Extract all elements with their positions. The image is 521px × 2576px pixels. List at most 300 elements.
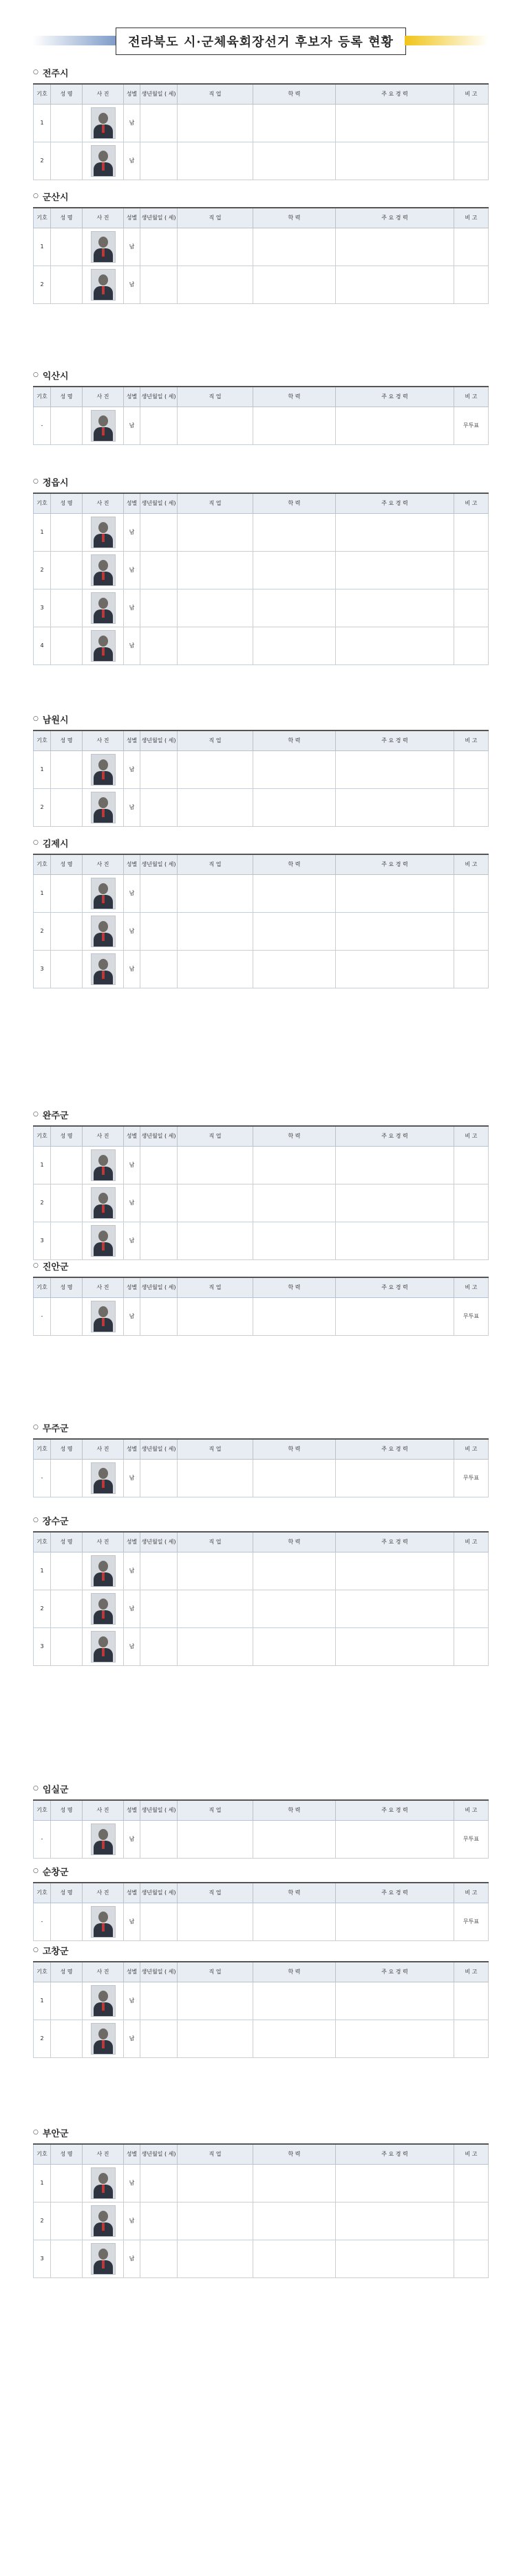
header-edu: 학 력 <box>253 1962 336 1982</box>
cell-no: - <box>34 1821 51 1859</box>
header-sex: 성별 <box>124 730 140 751</box>
cell-no: 2 <box>34 789 51 827</box>
person-photo-icon <box>91 754 116 786</box>
cell-edu <box>253 1982 336 2020</box>
header-birth: 생년월일 ( 세) <box>140 1277 178 1298</box>
region-name: 고창군 <box>42 1946 69 1957</box>
candidate-table <box>33 83 489 180</box>
cell-career <box>336 1903 454 1941</box>
candidate-photo <box>83 751 124 789</box>
cell-no: 3 <box>34 589 51 627</box>
candidate-table <box>33 730 489 827</box>
cell-name <box>51 1147 83 1184</box>
region-section <box>33 65 488 180</box>
region-section <box>33 836 488 988</box>
region-name: 장수군 <box>42 1516 69 1527</box>
header-name: 성 명 <box>51 387 83 407</box>
person-photo-icon <box>91 107 116 139</box>
cell-job <box>178 407 253 445</box>
cell-sex: 남 <box>124 1982 140 2020</box>
candidate-photo <box>83 552 124 589</box>
cell-no: 1 <box>34 228 51 266</box>
cell-birth <box>140 1590 178 1628</box>
candidate-photo <box>83 1460 124 1497</box>
circle-bullet-icon: ○ <box>33 193 39 199</box>
cell-note <box>454 552 489 589</box>
cell-no: 2 <box>34 1184 51 1222</box>
header-note: 비 고 <box>454 493 489 514</box>
cell-name <box>51 2240 83 2278</box>
header-career: 주 요 경 력 <box>336 1883 454 1903</box>
header-sex: 성별 <box>124 493 140 514</box>
cell-birth <box>140 552 178 589</box>
header-note: 비 고 <box>454 854 489 875</box>
cell-edu <box>253 1222 336 1260</box>
header-photo: 사 진 <box>83 387 124 407</box>
cell-career <box>336 913 454 951</box>
cell-note <box>454 142 489 180</box>
table-header-row <box>34 493 489 514</box>
region-section <box>33 1107 488 1260</box>
header-career: 주 요 경 력 <box>336 1126 454 1147</box>
person-photo-icon <box>91 554 116 586</box>
cell-edu <box>253 1460 336 1497</box>
cell-career <box>336 627 454 665</box>
cell-note <box>454 1222 489 1260</box>
header-birth: 생년월일 ( 세) <box>140 730 178 751</box>
cell-note <box>454 228 489 266</box>
header-no: 기호 <box>34 730 51 751</box>
header-sex: 성별 <box>124 1800 140 1821</box>
region-title <box>33 1513 488 1527</box>
table-row <box>34 1903 489 1941</box>
person-photo-icon <box>91 1823 116 1855</box>
header-name: 성 명 <box>51 1126 83 1147</box>
cell-name <box>51 552 83 589</box>
cell-name <box>51 514 83 552</box>
header-name: 성 명 <box>51 854 83 875</box>
header-sex: 성별 <box>124 1126 140 1147</box>
region-title <box>33 836 488 849</box>
region-section <box>33 1420 488 1497</box>
region-section <box>33 368 488 445</box>
candidate-table <box>33 1961 489 2058</box>
cell-birth <box>140 1222 178 1260</box>
cell-name <box>51 913 83 951</box>
person-photo-icon <box>91 1301 116 1332</box>
header-note: 비 고 <box>454 730 489 751</box>
cell-career <box>336 1628 454 1666</box>
region-title <box>33 1864 488 1878</box>
cell-edu <box>253 266 336 304</box>
header-note: 비 고 <box>454 84 489 105</box>
table-row <box>34 875 489 913</box>
candidate-photo <box>83 1628 124 1666</box>
cell-note: 무투표 <box>454 1821 489 1859</box>
cell-sex: 남 <box>124 266 140 304</box>
cell-career <box>336 142 454 180</box>
header-no: 기호 <box>34 1532 51 1552</box>
person-photo-icon <box>91 145 116 177</box>
cell-note <box>454 1552 489 1590</box>
cell-birth <box>140 951 178 988</box>
cell-note: 무투표 <box>454 1460 489 1497</box>
cell-edu <box>253 951 336 988</box>
cell-edu <box>253 1184 336 1222</box>
person-photo-icon <box>91 1906 116 1938</box>
cell-job <box>178 1552 253 1590</box>
header-sex: 성별 <box>124 2144 140 2165</box>
cell-sex: 남 <box>124 1821 140 1859</box>
header-job: 직 업 <box>178 1962 253 1982</box>
cell-career <box>336 2165 454 2202</box>
header-sex: 성별 <box>124 84 140 105</box>
cell-name <box>51 1552 83 1590</box>
cell-name <box>51 228 83 266</box>
candidate-photo <box>83 1184 124 1222</box>
header-note: 비 고 <box>454 1800 489 1821</box>
header-no: 기호 <box>34 1439 51 1460</box>
header-birth: 생년월일 ( 세) <box>140 1532 178 1552</box>
region-name: 김제시 <box>42 838 69 849</box>
circle-bullet-icon: ○ <box>33 839 39 846</box>
person-photo-icon <box>91 1985 116 2017</box>
person-photo-icon <box>91 953 116 985</box>
page-header <box>33 28 488 56</box>
cell-edu <box>253 1552 336 1590</box>
cell-sex: 남 <box>124 228 140 266</box>
header-photo: 사 진 <box>83 1883 124 1903</box>
header-note: 비 고 <box>454 208 489 228</box>
cell-edu <box>253 751 336 789</box>
circle-bullet-icon: ○ <box>33 1262 39 1269</box>
circle-bullet-icon: ○ <box>33 2129 39 2136</box>
cell-birth <box>140 1460 178 1497</box>
header-name: 성 명 <box>51 208 83 228</box>
cell-job <box>178 2165 253 2202</box>
header-job: 직 업 <box>178 84 253 105</box>
candidate-photo <box>83 875 124 913</box>
region-title <box>33 1259 488 1273</box>
header-career: 주 요 경 력 <box>336 387 454 407</box>
cell-name <box>51 1222 83 1260</box>
cell-sex: 남 <box>124 1222 140 1260</box>
cell-birth <box>140 1903 178 1941</box>
cell-job <box>178 1184 253 1222</box>
region-title <box>33 1782 488 1795</box>
cell-sex: 남 <box>124 1903 140 1941</box>
cell-birth <box>140 789 178 827</box>
cell-note <box>454 913 489 951</box>
circle-bullet-icon: ○ <box>33 1517 39 1524</box>
header-name: 성 명 <box>51 1800 83 1821</box>
candidate-photo <box>83 2202 124 2240</box>
cell-job <box>178 789 253 827</box>
table-header-row <box>34 1126 489 1147</box>
cell-sex: 남 <box>124 1628 140 1666</box>
header-career: 주 요 경 력 <box>336 1532 454 1552</box>
table-row <box>34 1552 489 1590</box>
header-photo: 사 진 <box>83 2144 124 2165</box>
cell-sex: 남 <box>124 589 140 627</box>
cell-sex: 남 <box>124 2202 140 2240</box>
header-edu: 학 력 <box>253 1439 336 1460</box>
cell-name <box>51 589 83 627</box>
cell-birth <box>140 1982 178 2020</box>
cell-edu <box>253 589 336 627</box>
circle-bullet-icon: ○ <box>33 1947 39 1953</box>
cell-sex: 남 <box>124 552 140 589</box>
region-name: 익산시 <box>42 371 69 382</box>
cell-job <box>178 1222 253 1260</box>
cell-career <box>336 552 454 589</box>
candidate-photo <box>83 1552 124 1590</box>
table-row <box>34 1628 489 1666</box>
header-job: 직 업 <box>178 208 253 228</box>
cell-career <box>336 514 454 552</box>
candidate-photo <box>83 105 124 142</box>
cell-career <box>336 1184 454 1222</box>
header-birth: 생년월일 ( 세) <box>140 1126 178 1147</box>
cell-job <box>178 105 253 142</box>
cell-sex: 남 <box>124 789 140 827</box>
cell-edu <box>253 913 336 951</box>
cell-career <box>336 407 454 445</box>
header-edu: 학 력 <box>253 1883 336 1903</box>
region-name: 완주군 <box>42 1110 69 1121</box>
cell-sex: 남 <box>124 1298 140 1336</box>
cell-no: 1 <box>34 1147 51 1184</box>
cell-name <box>51 1460 83 1497</box>
header-edu: 학 력 <box>253 1532 336 1552</box>
region-section <box>33 189 488 304</box>
table-row <box>34 105 489 142</box>
cell-no: - <box>34 1903 51 1941</box>
header-name: 성 명 <box>51 730 83 751</box>
cell-birth <box>140 407 178 445</box>
cell-note <box>454 1184 489 1222</box>
region-title <box>33 1420 488 1434</box>
cell-career <box>336 951 454 988</box>
cell-birth <box>140 1821 178 1859</box>
cell-career <box>336 789 454 827</box>
cell-career <box>336 1552 454 1590</box>
region-name: 남원시 <box>42 715 69 726</box>
region-title <box>33 1943 488 1957</box>
candidate-table <box>33 854 489 988</box>
candidate-table <box>33 1125 489 1260</box>
header-photo: 사 진 <box>83 1532 124 1552</box>
cell-sex: 남 <box>124 627 140 665</box>
cell-birth <box>140 875 178 913</box>
person-photo-icon <box>91 231 116 263</box>
cell-career <box>336 1222 454 1260</box>
cell-edu <box>253 1298 336 1336</box>
header-career: 주 요 경 력 <box>336 84 454 105</box>
person-photo-icon <box>91 1593 116 1625</box>
cell-edu <box>253 1821 336 1859</box>
region-section <box>33 1259 488 1336</box>
cell-sex: 남 <box>124 951 140 988</box>
cell-job <box>178 266 253 304</box>
cell-name <box>51 1903 83 1941</box>
cell-note <box>454 751 489 789</box>
header-edu: 학 력 <box>253 84 336 105</box>
header-band-right <box>405 36 488 45</box>
cell-birth <box>140 142 178 180</box>
cell-no: 2 <box>34 266 51 304</box>
person-photo-icon <box>91 1462 116 1494</box>
person-photo-icon <box>91 1149 116 1181</box>
header-sex: 성별 <box>124 387 140 407</box>
header-no: 기호 <box>34 1126 51 1147</box>
header-birth: 생년월일 ( 세) <box>140 84 178 105</box>
table-row <box>34 142 489 180</box>
header-photo: 사 진 <box>83 84 124 105</box>
cell-note <box>454 789 489 827</box>
header-name: 성 명 <box>51 1439 83 1460</box>
table-row <box>34 2020 489 2058</box>
cell-birth <box>140 1147 178 1184</box>
header-no: 기호 <box>34 854 51 875</box>
table-row <box>34 1460 489 1497</box>
cell-name <box>51 627 83 665</box>
cell-no: 3 <box>34 951 51 988</box>
cell-birth <box>140 2020 178 2058</box>
header-no: 기호 <box>34 1277 51 1298</box>
person-photo-icon <box>91 269 116 301</box>
table-row <box>34 1184 489 1222</box>
cell-birth <box>140 514 178 552</box>
circle-bullet-icon: ○ <box>33 478 39 485</box>
table-header-row <box>34 730 489 751</box>
header-note: 비 고 <box>454 2144 489 2165</box>
circle-bullet-icon: ○ <box>33 715 39 722</box>
region-title <box>33 475 488 488</box>
header-no: 기호 <box>34 208 51 228</box>
candidate-photo <box>83 1298 124 1336</box>
cell-no: - <box>34 1298 51 1336</box>
table-row <box>34 266 489 304</box>
cell-career <box>336 1460 454 1497</box>
cell-no: 1 <box>34 1552 51 1590</box>
header-no: 기호 <box>34 1883 51 1903</box>
person-photo-icon <box>91 1187 116 1219</box>
cell-note <box>454 2020 489 2058</box>
candidate-photo <box>83 1821 124 1859</box>
cell-edu <box>253 875 336 913</box>
cell-birth <box>140 266 178 304</box>
header-job: 직 업 <box>178 1532 253 1552</box>
header-no: 기호 <box>34 387 51 407</box>
cell-sex: 남 <box>124 1590 140 1628</box>
region-name: 부안군 <box>42 2128 69 2139</box>
table-row <box>34 913 489 951</box>
cell-job <box>178 142 253 180</box>
header-birth: 생년월일 ( 세) <box>140 2144 178 2165</box>
cell-birth <box>140 913 178 951</box>
header-edu: 학 력 <box>253 208 336 228</box>
header-career: 주 요 경 력 <box>336 1962 454 1982</box>
cell-name <box>51 1982 83 2020</box>
cell-birth <box>140 228 178 266</box>
cell-edu <box>253 1903 336 1941</box>
person-photo-icon <box>91 1555 116 1587</box>
header-career: 주 요 경 력 <box>336 1439 454 1460</box>
table-row <box>34 2240 489 2278</box>
cell-edu <box>253 1628 336 1666</box>
candidate-photo <box>83 2020 124 2058</box>
header-sex: 성별 <box>124 1532 140 1552</box>
header-job: 직 업 <box>178 2144 253 2165</box>
cell-no: 1 <box>34 875 51 913</box>
header-note: 비 고 <box>454 1439 489 1460</box>
header-career: 주 요 경 력 <box>336 1800 454 1821</box>
header-note: 비 고 <box>454 1962 489 1982</box>
person-photo-icon <box>91 1225 116 1257</box>
table-header-row <box>34 854 489 875</box>
region-name: 임실군 <box>42 1784 69 1795</box>
person-photo-icon <box>91 792 116 823</box>
cell-no: - <box>34 1460 51 1497</box>
table-row <box>34 1147 489 1184</box>
cell-sex: 남 <box>124 913 140 951</box>
header-career: 주 요 경 력 <box>336 730 454 751</box>
header-note: 비 고 <box>454 1532 489 1552</box>
cell-career <box>336 875 454 913</box>
cell-birth <box>140 1184 178 1222</box>
table-row <box>34 1590 489 1628</box>
header-birth: 생년월일 ( 세) <box>140 1883 178 1903</box>
table-row <box>34 2202 489 2240</box>
cell-sex: 남 <box>124 407 140 445</box>
cell-job <box>178 2020 253 2058</box>
cell-career <box>336 1147 454 1184</box>
cell-no: 1 <box>34 1982 51 2020</box>
header-edu: 학 력 <box>253 493 336 514</box>
cell-sex: 남 <box>124 1460 140 1497</box>
table-header-row <box>34 387 489 407</box>
cell-no: 2 <box>34 2202 51 2240</box>
cell-note <box>454 875 489 913</box>
cell-name <box>51 1298 83 1336</box>
candidate-table <box>33 1277 489 1336</box>
person-photo-icon <box>91 592 116 624</box>
header-name: 성 명 <box>51 2144 83 2165</box>
region-name: 순창군 <box>42 1867 69 1878</box>
cell-no: 3 <box>34 2240 51 2278</box>
cell-edu <box>253 228 336 266</box>
candidate-photo <box>83 1982 124 2020</box>
person-photo-icon <box>91 2205 116 2237</box>
cell-job <box>178 589 253 627</box>
region-title <box>33 368 488 382</box>
candidate-table <box>33 2143 489 2278</box>
cell-no: - <box>34 407 51 445</box>
region-title <box>33 189 488 203</box>
header-name: 성 명 <box>51 493 83 514</box>
cell-edu <box>253 627 336 665</box>
cell-career <box>336 2020 454 2058</box>
cell-job <box>178 1590 253 1628</box>
header-note: 비 고 <box>454 387 489 407</box>
header-edu: 학 력 <box>253 1126 336 1147</box>
table-row <box>34 2165 489 2202</box>
cell-job <box>178 552 253 589</box>
table-row <box>34 627 489 665</box>
cell-birth <box>140 2165 178 2202</box>
header-no: 기호 <box>34 1962 51 1982</box>
